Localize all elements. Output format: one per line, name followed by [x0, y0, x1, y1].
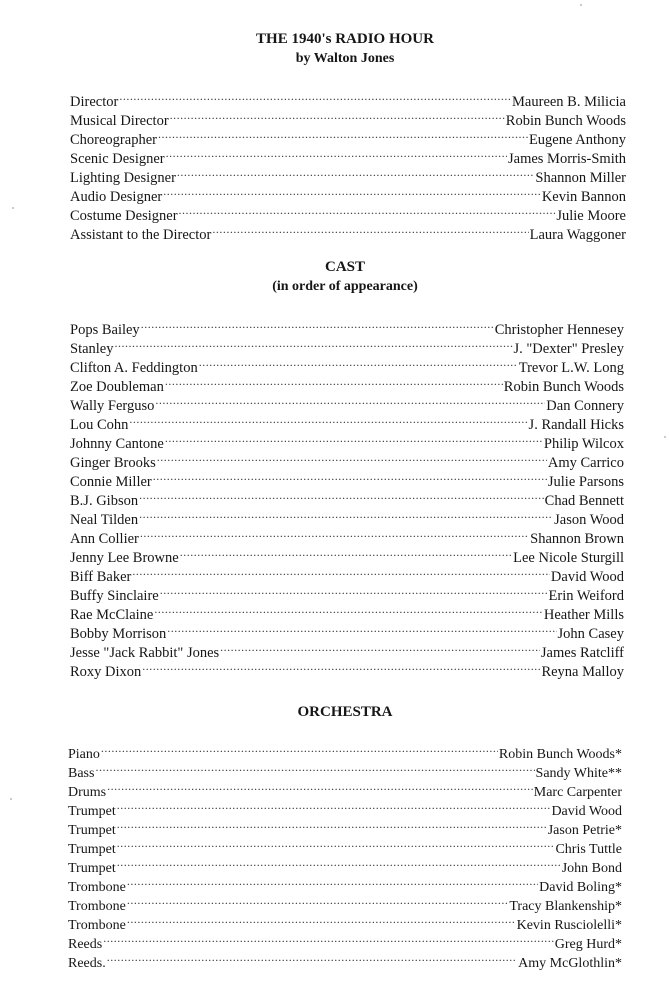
- instrument: Drums: [68, 785, 107, 800]
- musician-name: Robin Bunch Woods*: [498, 747, 622, 762]
- credit-role: Lighting Designer: [70, 170, 176, 186]
- dot-leader: [103, 929, 554, 948]
- cast-role: Connie Miller: [70, 474, 152, 490]
- dot-leader: [127, 910, 516, 929]
- cast-name: Shannon Brown: [530, 531, 624, 547]
- cast-role: Biff Baker: [70, 569, 132, 585]
- cast-name: James Ratcliff: [540, 645, 624, 661]
- credit-role: Scenic Designer: [70, 151, 165, 167]
- cast-role: Ginger Brooks: [70, 455, 156, 471]
- credit-name: Kevin Bannon: [541, 189, 626, 205]
- dot-leader: [179, 201, 556, 220]
- musician-name: Marc Carpenter: [533, 785, 622, 800]
- dot-leader: [117, 815, 547, 834]
- dot-leader: [155, 391, 545, 410]
- cast-name: Philip Wilcox: [543, 436, 624, 452]
- dot-leader: [153, 467, 547, 486]
- credit-name: Julie Moore: [556, 208, 626, 224]
- cast-row: [70, 410, 624, 433]
- credit-row: [70, 87, 626, 110]
- dot-leader: [129, 410, 527, 429]
- cast-row: [70, 315, 624, 338]
- credit-role: Director: [70, 94, 119, 110]
- cast-name: Lee Nicole Sturgill: [513, 550, 624, 566]
- credit-name: Shannon Miller: [535, 170, 626, 186]
- credit-name: Maureen B. Milicia: [512, 94, 626, 110]
- cast-header: [0, 258, 670, 296]
- orchestra-row: [68, 815, 622, 838]
- musician-name: Kevin Rusciolelli*: [516, 918, 622, 933]
- dot-leader: [117, 834, 555, 853]
- credit-role: Costume Designer: [70, 208, 178, 224]
- show-byline: by Walton Jones: [295, 51, 395, 66]
- cast-role: Buffy Sinclaire: [70, 588, 159, 604]
- show-title: THE 1940's RADIO HOUR: [256, 31, 434, 47]
- instrument: Reeds.: [68, 956, 106, 971]
- cast-name: J. Randall Hicks: [528, 417, 624, 433]
- dot-leader: [167, 619, 556, 638]
- dot-leader: [199, 353, 518, 372]
- orchestra-row: [68, 929, 622, 952]
- dot-leader: [160, 581, 548, 600]
- orchestra-row: [68, 796, 622, 819]
- cast-role: Jenny Lee Browne: [70, 550, 179, 566]
- cast-name: John Casey: [557, 626, 624, 642]
- scan-speck: [12, 207, 14, 209]
- dot-leader: [212, 220, 528, 239]
- instrument: Trumpet: [68, 804, 116, 819]
- dot-leader: [141, 315, 494, 334]
- dot-leader: [101, 739, 498, 758]
- instrument: Bass: [68, 766, 95, 781]
- musician-name: Sandy White**: [535, 766, 622, 781]
- credit-role: Audio Designer: [70, 189, 163, 205]
- orchestra-row: [68, 948, 622, 971]
- dot-leader: [139, 505, 553, 524]
- dot-leader: [117, 796, 551, 815]
- cast-role: Neal Tilden: [70, 512, 139, 528]
- scan-speck: [580, 4, 582, 6]
- orchestra-row: [68, 872, 622, 895]
- cast-name: Julie Parsons: [547, 474, 624, 490]
- credit-name: Robin Bunch Woods: [505, 113, 626, 129]
- dot-leader: [140, 524, 529, 543]
- cast-name: Heather Mills: [543, 607, 624, 623]
- dot-leader: [142, 657, 540, 676]
- orchestra-row: [68, 834, 622, 857]
- cast-role: Pops Bailey: [70, 322, 140, 338]
- cast-role: Bobby Morrison: [70, 626, 167, 642]
- cast-role: Ann Collier: [70, 531, 139, 547]
- program-header: [0, 30, 670, 68]
- instrument: Trumpet: [68, 823, 116, 838]
- cast-name: Trevor L.W. Long: [518, 360, 624, 376]
- cast-row: [70, 505, 624, 528]
- dot-leader: [107, 948, 517, 967]
- cast-role: Roxy Dixon: [70, 664, 142, 680]
- cast-role: Stanley: [70, 341, 114, 357]
- musician-name: Greg Hurd*: [554, 937, 622, 952]
- credit-role: Assistant to the Director: [70, 227, 212, 243]
- dot-leader: [163, 182, 541, 201]
- cast-name: Amy Carrico: [547, 455, 624, 471]
- orchestra-row: [68, 853, 622, 876]
- cast-name: David Wood: [550, 569, 624, 585]
- cast-name: Reyna Malloy: [541, 664, 624, 680]
- cast-row: [70, 429, 624, 452]
- cast-row: [70, 524, 624, 547]
- cast-list: [70, 315, 624, 680]
- scan-speck: [664, 436, 666, 438]
- production-credits-list: [70, 87, 626, 243]
- orchestra-list: [68, 739, 622, 971]
- dot-leader: [117, 853, 561, 872]
- musician-name: Amy McGlothlin*: [518, 956, 622, 971]
- dot-leader: [220, 638, 540, 657]
- cast-role: Wally Ferguso: [70, 398, 155, 414]
- dot-leader: [119, 87, 511, 106]
- instrument: Reeds: [68, 937, 103, 952]
- cast-heading: CAST: [324, 259, 365, 275]
- cast-name: Chad Bennett: [544, 493, 624, 509]
- credit-role: Musical Director: [70, 113, 169, 129]
- orchestra-header: [0, 703, 670, 722]
- dot-leader: [180, 543, 512, 562]
- musician-name: David Wood: [551, 804, 622, 819]
- musician-name: David Boling*: [539, 880, 622, 895]
- dot-leader: [127, 891, 509, 910]
- dot-leader: [115, 334, 513, 353]
- instrument: Piano: [68, 747, 100, 762]
- instrument: Trumpet: [68, 861, 116, 876]
- orchestra-heading: ORCHESTRA: [297, 704, 393, 720]
- cast-role: Johnny Cantone: [70, 436, 164, 452]
- cast-row: [70, 562, 624, 585]
- instrument: Trumpet: [68, 842, 116, 857]
- dot-leader: [158, 125, 528, 144]
- instrument: Trombone: [68, 880, 126, 895]
- credit-name: James Morris-Smith: [507, 151, 626, 167]
- musician-name: John Bond: [561, 861, 622, 876]
- dot-leader: [165, 372, 503, 391]
- dot-leader: [132, 562, 550, 581]
- cast-role: B.J. Gibson: [70, 493, 139, 509]
- cast-name: Jason Wood: [554, 512, 624, 528]
- dot-leader: [165, 429, 543, 448]
- scan-speck: [10, 798, 12, 800]
- dot-leader: [170, 106, 505, 125]
- instrument: Trombone: [68, 899, 126, 914]
- cast-name: Erin Weiford: [548, 588, 624, 604]
- cast-row: [70, 581, 624, 604]
- cast-row: [70, 486, 624, 509]
- cast-subheading: (in order of appearance): [272, 279, 418, 294]
- cast-role: Zoe Doubleman: [70, 379, 164, 395]
- dot-leader: [107, 777, 533, 796]
- dot-leader: [95, 758, 534, 777]
- musician-name: Tracy Blankenship*: [509, 899, 622, 914]
- credit-name: Laura Waggoner: [529, 227, 626, 243]
- dot-leader: [139, 486, 544, 505]
- credit-name: Eugene Anthony: [528, 132, 626, 148]
- cast-row: [70, 467, 624, 490]
- dot-leader: [157, 448, 547, 467]
- cast-role: Clifton A. Feddington: [70, 360, 198, 376]
- cast-name: J. "Dexter" Presley: [513, 341, 624, 357]
- dot-leader: [154, 600, 543, 619]
- musician-name: Chris Tuttle: [555, 842, 622, 857]
- cast-role: Rae McClaine: [70, 607, 154, 623]
- cast-role: Jesse "Jack Rabbit" Jones: [70, 645, 220, 661]
- instrument: Trombone: [68, 918, 126, 933]
- cast-name: Robin Bunch Woods: [503, 379, 624, 395]
- dot-leader: [177, 163, 534, 182]
- cast-role: Lou Cohn: [70, 417, 129, 433]
- orchestra-row: [68, 739, 622, 762]
- dot-leader: [127, 872, 538, 891]
- musician-name: Jason Petrie*: [547, 823, 622, 838]
- cast-name: Dan Connery: [546, 398, 624, 414]
- cast-name: Christopher Hennesey: [494, 322, 624, 338]
- credit-role: Choreographer: [70, 132, 157, 148]
- dot-leader: [166, 144, 507, 163]
